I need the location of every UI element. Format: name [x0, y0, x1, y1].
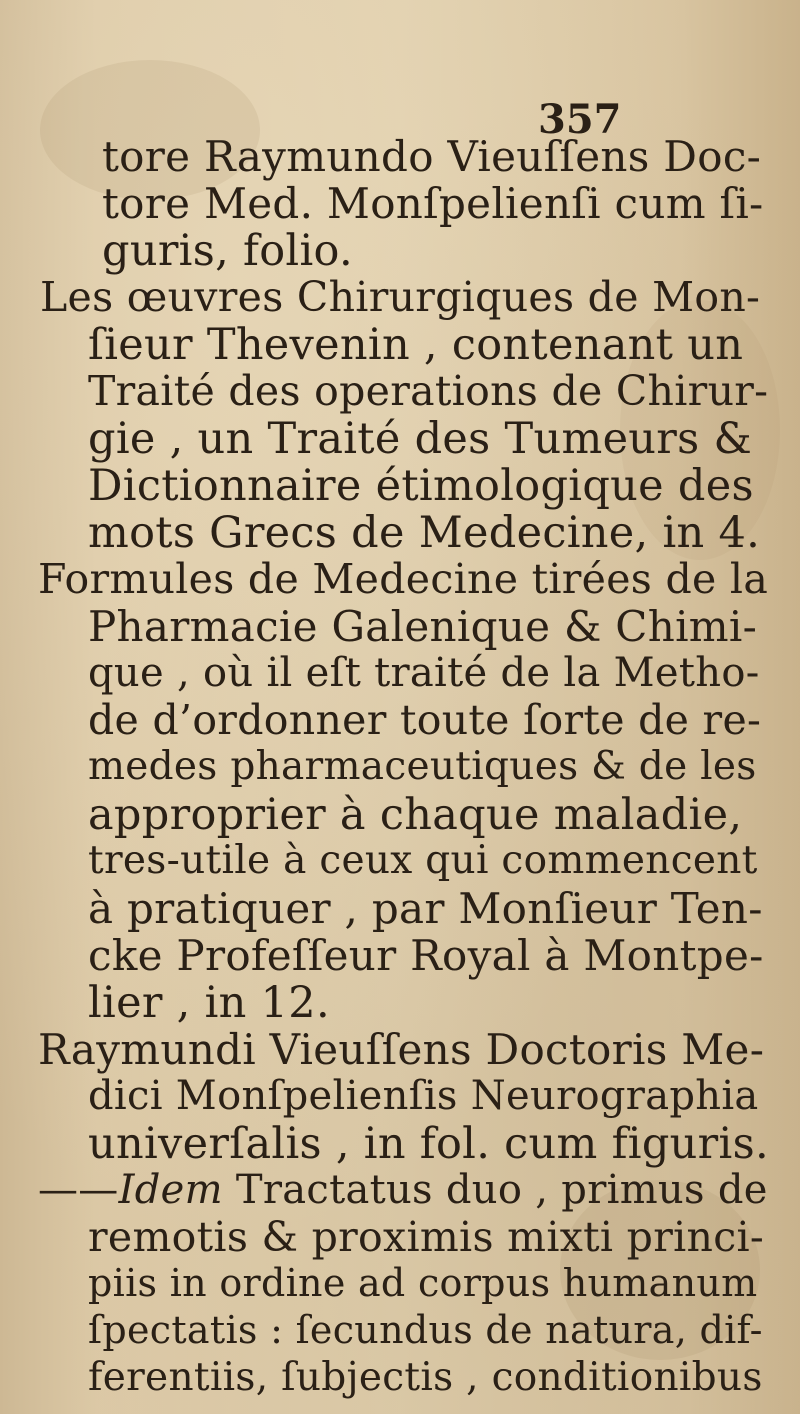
text-line: univerſalis , in fol. cum figuris. — [88, 1119, 769, 1169]
text-line: Les œuvres Chirurgiques de Mon- — [40, 273, 761, 321]
text-line: que , où il eſt traité de la Metho- — [88, 650, 760, 696]
text-line: cke Profeſſeur Royal à Montpe- — [88, 931, 764, 980]
text-line: Dictionnaire étimologique des — [88, 461, 754, 511]
text-line: guris, folio. — [102, 226, 353, 276]
page-number: 357 — [538, 96, 622, 143]
text-line-idem — [38, 1167, 768, 1213]
idem-word: Idem — [118, 1167, 223, 1213]
text-line: ferentiis, ſubjectis , conditionibus — [88, 1355, 763, 1400]
text-line: ſieur Thevenin , contenant un — [88, 320, 744, 370]
text-line: dici Monſpelienſis Neurographia — [88, 1073, 759, 1119]
text-line: medes pharmaceutiques & de les — [88, 744, 757, 789]
text-line: lier , in 12. — [88, 978, 330, 1028]
text-line: ſpectatis : ſecundus de natura, dif- — [88, 1308, 763, 1352]
text-line: Formules de Medecine tirées de la — [38, 555, 769, 603]
text-line: de d’ordonner toute ſorte de re- — [88, 696, 762, 744]
text-line: piis in ordine ad corpus humanum — [88, 1261, 758, 1305]
text-line: tore Med. Monſpelienſi cum ſi- — [102, 179, 764, 228]
text-line: à pratiquer , par Monſieur Ten- — [88, 884, 763, 933]
text-line: gie , un Traité des Tumeurs & — [88, 414, 753, 464]
text-line: Traité des operations de Chirur- — [88, 367, 769, 415]
text-line: remotis & proximis mixti princi- — [88, 1213, 765, 1261]
idem-dash: —— — [38, 1167, 119, 1213]
text-line: Pharmacie Galenique & Chimi- — [88, 602, 758, 651]
text-line: tore Raymundo Vieuſſens Doc- — [102, 132, 762, 181]
text-line: tres-utile à ceux qui commencent — [88, 838, 758, 883]
text-line: Raymundi Vieuſſens Doctoris Me- — [38, 1025, 765, 1074]
text-line: approprier à chaque maladie, — [88, 790, 743, 840]
text-line: mots Grecs de Medecine, in 4. — [88, 508, 761, 558]
text-line-remainder: Tractatus duo , primus de — [235, 1167, 768, 1213]
